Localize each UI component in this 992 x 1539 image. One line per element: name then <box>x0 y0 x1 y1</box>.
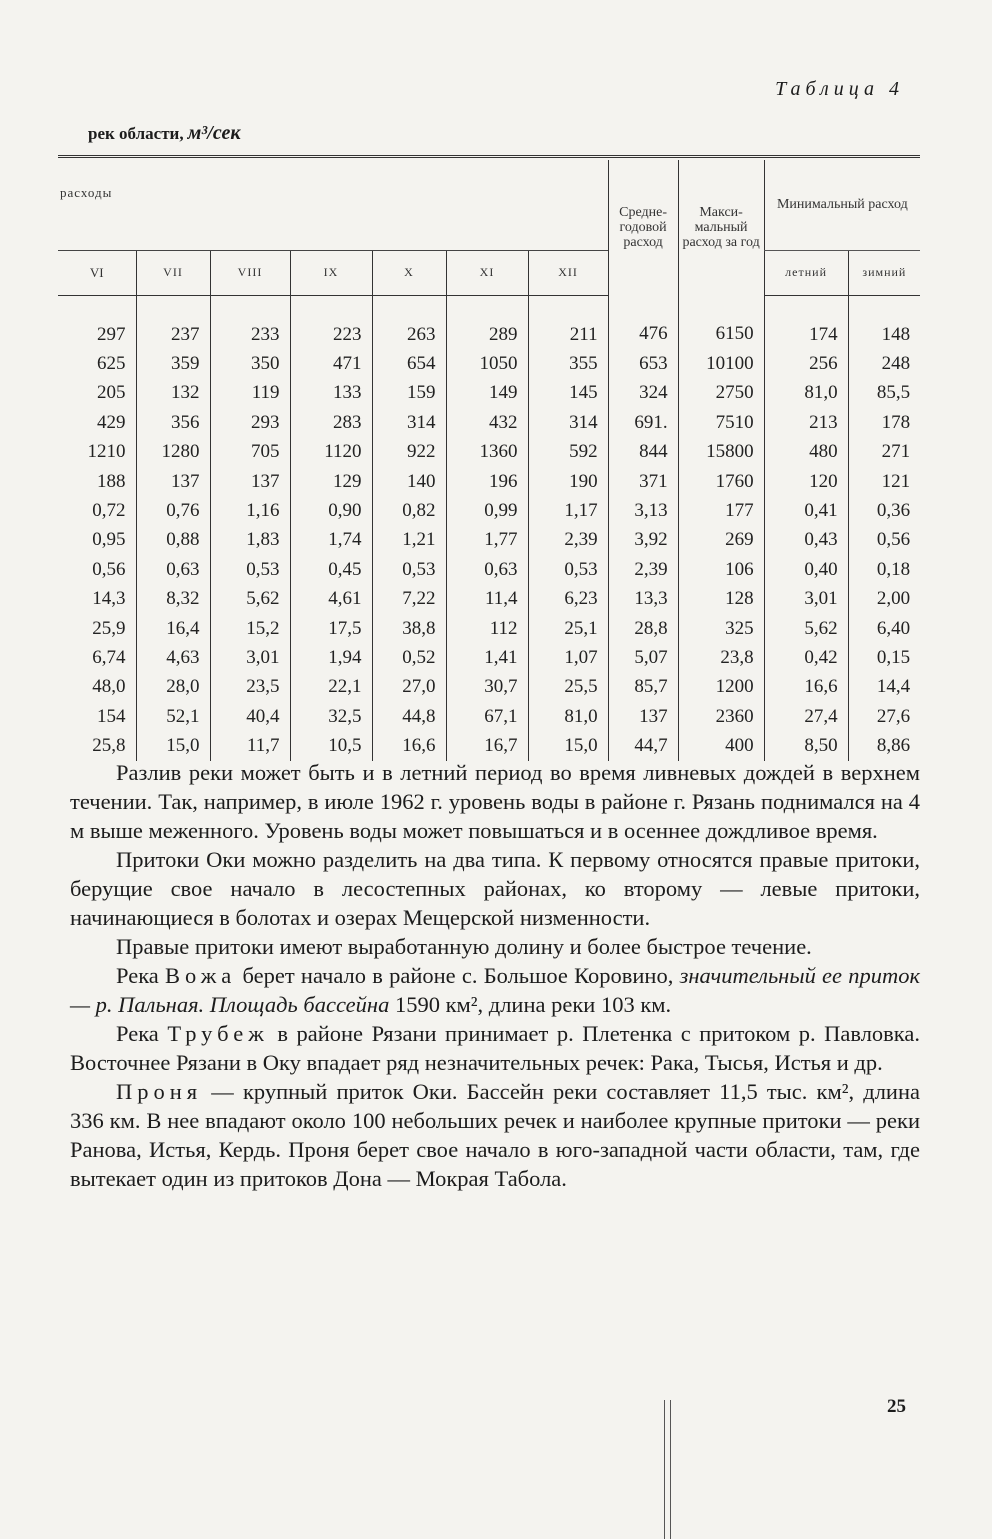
table-cell: 0,15 <box>848 643 920 672</box>
table-cell: 25,5 <box>528 673 608 702</box>
table-cell: 0,72 <box>92 500 126 522</box>
table-cell: 1,74 <box>290 526 372 555</box>
table-cell: 1,94 <box>290 643 372 672</box>
table-cell: 293 <box>210 408 290 437</box>
table-row <box>58 702 920 731</box>
table-cell: 1360 <box>446 438 528 467</box>
table-cell: 17,5 <box>290 614 372 643</box>
vozha-lead: Река <box>116 963 159 988</box>
table-cell: 0,56 <box>848 526 920 555</box>
table-cell: 52,1 <box>136 702 210 731</box>
paragraph-vozha <box>70 961 920 1019</box>
header-summer: летний <box>764 251 848 296</box>
table-cell: 22,1 <box>290 673 372 702</box>
table-cell: 15,0 <box>136 731 210 760</box>
table-cell: 1200 <box>678 673 764 702</box>
header-mean-annual: Средне-годовой расход <box>608 160 678 296</box>
table-cell: 256 <box>764 349 848 378</box>
table-cell: 1,16 <box>210 496 290 525</box>
table-cell: 476 <box>608 296 678 350</box>
header-month-vii: VII <box>136 251 210 296</box>
table-title <box>88 122 241 145</box>
table-cell: 705 <box>210 438 290 467</box>
table-cell: 15800 <box>678 438 764 467</box>
table-cell: 314 <box>528 408 608 437</box>
table-cell: 44,7 <box>608 731 678 760</box>
table-cell: 137 <box>608 702 678 731</box>
table-cell: 2750 <box>678 379 764 408</box>
table-cell: 248 <box>848 349 920 378</box>
table-cell: 3,01 <box>764 585 848 614</box>
table-cell: 137 <box>210 467 290 496</box>
table-cell: 0,53 <box>372 555 446 584</box>
table-cell: 27,0 <box>372 673 446 702</box>
table-cell: 271 <box>848 438 920 467</box>
table-cell: 174 <box>764 296 848 350</box>
table-cell: 350 <box>210 349 290 378</box>
table-cell: 85,7 <box>608 673 678 702</box>
paragraph-tributaries: Притоки Оки можно разделить на два типа. К первому относятся правые притоки, берущие свое начало в лесостепных районах, ко второму — левые притоки, начинающиеся в болотах и озерах Мещерской низменности. <box>70 847 920 930</box>
table-cell: 1,07 <box>528 643 608 672</box>
table-cell: 154 <box>97 705 126 727</box>
table-cell: 196 <box>446 467 528 496</box>
table-cell: 0,99 <box>446 496 528 525</box>
table-cell: 106 <box>678 555 764 584</box>
group-header-discharges: расходы <box>60 185 113 200</box>
table-cell: 128 <box>678 585 764 614</box>
table-cell: 10100 <box>678 349 764 378</box>
table-cell: 2,39 <box>528 526 608 555</box>
table-cell: 25,8 <box>92 735 126 757</box>
table-cell: 359 <box>136 349 210 378</box>
table-cell: 592 <box>528 438 608 467</box>
table-cell: 25,9 <box>92 617 126 639</box>
table-cell: 5,07 <box>608 643 678 672</box>
table-cell: 120 <box>764 467 848 496</box>
table-cell: 48,0 <box>92 676 126 698</box>
table-cell: 314 <box>372 408 446 437</box>
paragraph-pronya <box>70 1077 920 1193</box>
table-cell: 14,4 <box>848 673 920 702</box>
table-cell: 0,88 <box>136 526 210 555</box>
table-cell: 16,7 <box>446 731 528 760</box>
table-cell: 149 <box>446 379 528 408</box>
table-cell: 691. <box>608 408 678 437</box>
table-cell: 0,41 <box>764 496 848 525</box>
table-cell: 16,6 <box>372 731 446 760</box>
table-cell: 654 <box>372 349 446 378</box>
header-month-xi: XI <box>446 251 528 296</box>
table-cell: 233 <box>210 296 290 350</box>
river-name-trubezh: Трубеж <box>167 1021 269 1046</box>
table-cell: 432 <box>446 408 528 437</box>
table-row <box>58 585 920 614</box>
header-min-discharge: Минимальный расход <box>764 160 920 251</box>
vozha-area: 1590 км², длина реки 103 км. <box>394 992 672 1017</box>
table-cell: 1120 <box>290 438 372 467</box>
table-row <box>58 643 920 672</box>
table-label: Таблица 4 <box>775 78 904 100</box>
table-cell: 132 <box>136 379 210 408</box>
table-cell: 429 <box>97 411 126 433</box>
table-cell: 129 <box>290 467 372 496</box>
table-cell: 15,0 <box>528 731 608 760</box>
table-cell: 6,23 <box>528 585 608 614</box>
table-cell: 471 <box>290 349 372 378</box>
table-cell: 400 <box>678 731 764 760</box>
table-cell: 6,74 <box>92 646 126 668</box>
table-cell: 11,4 <box>446 585 528 614</box>
table-cell: 6,40 <box>848 614 920 643</box>
table-cell: 283 <box>290 408 372 437</box>
table-cell: 177 <box>678 496 764 525</box>
table-cell: 85,5 <box>848 379 920 408</box>
table-cell: 1280 <box>136 438 210 467</box>
table-cell: 237 <box>136 296 210 350</box>
table-cell: 0,18 <box>848 555 920 584</box>
table-cell: 0,53 <box>210 555 290 584</box>
vozha-text: берет начало в районе с. Большое Коровино, <box>242 963 674 988</box>
table-row <box>58 296 920 350</box>
table-cell: 1760 <box>678 467 764 496</box>
table-row <box>58 438 920 467</box>
table-cell: 16,4 <box>136 614 210 643</box>
table-cell: 324 <box>608 379 678 408</box>
table-row <box>58 496 920 525</box>
river-name-vozha: Вожа <box>165 963 237 988</box>
table-cell: 8,50 <box>764 731 848 760</box>
table-cell: 81,0 <box>764 379 848 408</box>
header-month-vi: VI <box>58 251 136 296</box>
table-cell: 263 <box>372 296 446 350</box>
table-cell: 8,86 <box>848 731 920 760</box>
header-winter: зимний <box>848 251 920 296</box>
table-cell: 0,36 <box>848 496 920 525</box>
table-cell: 2360 <box>678 702 764 731</box>
table-cell: 67,1 <box>446 702 528 731</box>
table-row <box>58 673 920 702</box>
table-cell: 8,32 <box>136 585 210 614</box>
table-cell: 15,2 <box>210 614 290 643</box>
table-cell: 0,40 <box>764 555 848 584</box>
table-cell: 371 <box>608 467 678 496</box>
table-cell: 289 <box>446 296 528 350</box>
table-top-rule <box>58 155 920 158</box>
table-cell: 0,95 <box>92 529 126 551</box>
table-cell: 0,42 <box>764 643 848 672</box>
table-cell: 27,4 <box>764 702 848 731</box>
table-cell: 1050 <box>446 349 528 378</box>
table-cell: 1,17 <box>528 496 608 525</box>
table-cell: 145 <box>528 379 608 408</box>
table-cell: 190 <box>528 467 608 496</box>
table-cell: 40,4 <box>210 702 290 731</box>
table-row <box>58 349 920 378</box>
paragraph-right-tributaries: Правые притоки имеют выработанную долину и более быстрое течение. <box>116 934 812 959</box>
paragraph-trubezh <box>70 1019 920 1077</box>
table-cell: 148 <box>848 296 920 350</box>
table-cell: 1,21 <box>372 526 446 555</box>
table-cell: 297 <box>97 323 126 345</box>
table-cell: 137 <box>136 467 210 496</box>
table-cell: 159 <box>372 379 446 408</box>
table-cell: 3,01 <box>210 643 290 672</box>
table-row <box>58 379 920 408</box>
table-cell: 653 <box>608 349 678 378</box>
river-name-pronya: Проня <box>116 1079 203 1104</box>
table-row <box>58 614 920 643</box>
table-cell: 2,39 <box>608 555 678 584</box>
table-cell: 178 <box>848 408 920 437</box>
table-cell: 11,7 <box>210 731 290 760</box>
header-max-annual: Макси-мальный расход за год <box>678 160 764 296</box>
table-cell: 211 <box>528 296 608 350</box>
paragraph-flood: Разлив реки может быть и в летний период во время ливневых дождей в верхнем течении. Так, например, в июле 1962 г. уровень воды в районе г. Рязань поднимался на 4 м выше меженного. Уровень воды может повышаться и в осеннее дождливое время. <box>70 760 920 843</box>
table-cell: 356 <box>136 408 210 437</box>
table-cell: 480 <box>764 438 848 467</box>
table-cell: 133 <box>290 379 372 408</box>
page-number: 25 <box>887 1396 906 1417</box>
trubezh-lead: Река <box>116 1021 159 1046</box>
table-cell: 0,82 <box>372 496 446 525</box>
vozha-italic: значительный ее приток — р. Пальная. Площадь бассейна <box>70 963 921 1017</box>
table-cell: 23,8 <box>678 643 764 672</box>
table-cell: 213 <box>764 408 848 437</box>
table-cell: 38,8 <box>372 614 446 643</box>
table-cell: 10,5 <box>290 731 372 760</box>
table-cell: 3,92 <box>608 526 678 555</box>
table-cell: 28,8 <box>608 614 678 643</box>
table-body <box>58 296 920 761</box>
trubezh-text: в районе Рязани принимает р. Плетенка с притоком р. Павловка. Восточнее Рязани в Оку впадает ряд незначительных речек: Рака, Тысья, Истья и др. <box>70 1021 921 1075</box>
table-cell: 3,13 <box>608 496 678 525</box>
table-cell: 0,63 <box>136 555 210 584</box>
table-unit: м³/сек <box>187 122 241 144</box>
table-cell: 844 <box>608 438 678 467</box>
table-cell: 0,90 <box>290 496 372 525</box>
table-cell: 25,1 <box>528 614 608 643</box>
header-month-xii: XII <box>528 251 608 296</box>
table-row <box>58 467 920 496</box>
table-cell: 223 <box>290 296 372 350</box>
discharge-table <box>58 160 920 761</box>
binding-line <box>664 1400 665 1539</box>
table-cell: 1,41 <box>446 643 528 672</box>
table-cell: 4,61 <box>290 585 372 614</box>
table-cell: 0,53 <box>528 555 608 584</box>
table-row <box>58 731 920 760</box>
table-cell: 28,0 <box>136 673 210 702</box>
table-row <box>58 408 920 437</box>
table-cell: 1,77 <box>446 526 528 555</box>
table-row <box>58 526 920 555</box>
table-cell: 0,63 <box>446 555 528 584</box>
table-cell: 1210 <box>87 441 126 463</box>
table-cell: 4,63 <box>136 643 210 672</box>
table-cell: 205 <box>97 382 126 404</box>
table-cell: 14,3 <box>92 588 126 610</box>
table-cell: 16,6 <box>764 673 848 702</box>
table-cell: 112 <box>446 614 528 643</box>
table-cell: 27,6 <box>848 702 920 731</box>
table-cell: 119 <box>210 379 290 408</box>
header-month-x: X <box>372 251 446 296</box>
table-cell: 7,22 <box>372 585 446 614</box>
table-cell: 5,62 <box>210 585 290 614</box>
table-cell: 140 <box>372 467 446 496</box>
table-cell: 0,43 <box>764 526 848 555</box>
table-title-text: рек области, <box>88 124 184 143</box>
table-cell: 2,00 <box>848 585 920 614</box>
pronya-text: — крупный приток Оки. Бассейн реки составляет 11,5 тыс. км², длина 336 км. В нее впадают около 100 небольших речек и наиболее крупные притоки — реки Ранова, Истья, Кердь. Проня берет свое начало в юго-западной части области, там, где вытекает один из притоков Дона — Мокрая Табола. <box>70 1079 920 1191</box>
table-row <box>58 555 920 584</box>
body-text <box>70 758 920 1193</box>
table-cell: 32,5 <box>290 702 372 731</box>
table-cell: 0,45 <box>290 555 372 584</box>
table-cell: 355 <box>528 349 608 378</box>
table-cell: 269 <box>678 526 764 555</box>
table-cell: 325 <box>678 614 764 643</box>
table-cell: 1,83 <box>210 526 290 555</box>
table-cell: 30,7 <box>446 673 528 702</box>
table-cell: 7510 <box>678 408 764 437</box>
table-cell: 922 <box>372 438 446 467</box>
table-cell: 81,0 <box>528 702 608 731</box>
table-cell: 5,62 <box>764 614 848 643</box>
binding-line <box>670 1400 671 1539</box>
table-cell: 0,52 <box>372 643 446 672</box>
table-cell: 625 <box>97 353 126 375</box>
table-cell: 23,5 <box>210 673 290 702</box>
table-cell: 188 <box>97 470 126 492</box>
table-cell: 121 <box>848 467 920 496</box>
table-cell: 44,8 <box>372 702 446 731</box>
table-cell: 0,56 <box>92 558 126 580</box>
table-cell: 0,76 <box>136 496 210 525</box>
header-month-ix: IX <box>290 251 372 296</box>
table-cell: 13,3 <box>608 585 678 614</box>
header-month-viii: VIII <box>210 251 290 296</box>
table-cell: 6150 <box>678 296 764 350</box>
